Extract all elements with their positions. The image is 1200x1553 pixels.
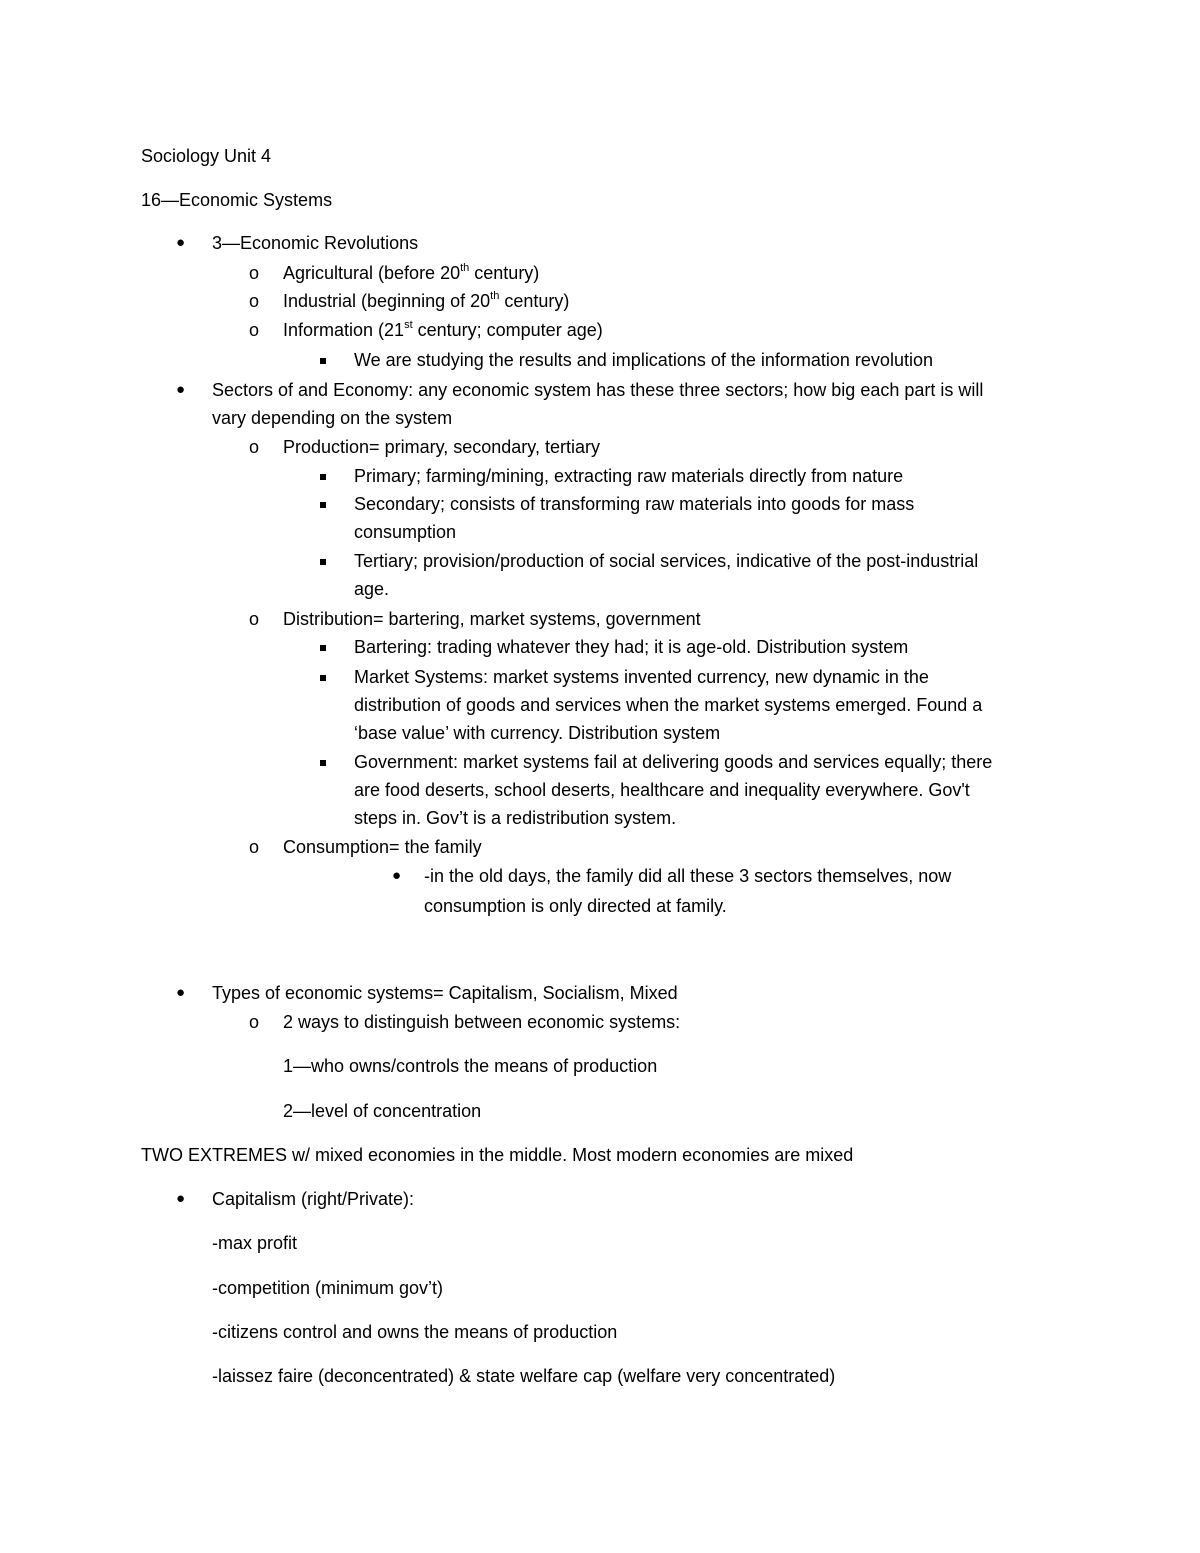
market-item-cont: ‘base value’ with currency. Distribution system bbox=[354, 723, 721, 743]
tertiary-item: Tertiary; provision/production of social services, indicative of the post-industrial bbox=[354, 551, 979, 571]
government-item: Government: market systems fail at delivering goods and services equally; there bbox=[354, 752, 993, 772]
agricultural-item: Agricultural (before 20th century) bbox=[283, 262, 540, 283]
circle-marker: o bbox=[249, 1012, 260, 1032]
capitalism-point: -competition (minimum gov’t) bbox=[212, 1278, 444, 1298]
circle-marker: o bbox=[249, 437, 260, 457]
circle-marker: o bbox=[249, 263, 260, 283]
square-marker bbox=[320, 666, 326, 681]
sectors-item: Sectors of and Economy: any economic system has these three sectors; how big each part is will bbox=[212, 380, 984, 400]
capitalism-item: Capitalism (right/Private): bbox=[212, 1189, 415, 1209]
bullet-marker: ● bbox=[176, 984, 186, 1001]
circle-marker: o bbox=[249, 609, 260, 629]
bartering-item: Bartering: trading whatever they had; it is age-old. Distribution system bbox=[354, 637, 909, 657]
square-marker bbox=[320, 465, 326, 480]
section-heading: 16—Economic Systems bbox=[141, 190, 333, 210]
capitalism-point: -laissez faire (deconcentrated) & state welfare cap (welfare very concentrated) bbox=[212, 1366, 836, 1386]
circle-marker: o bbox=[249, 291, 260, 311]
way-one: 1—who owns/controls the means of production bbox=[283, 1056, 658, 1076]
production-item: Production= primary, secondary, tertiary bbox=[283, 437, 600, 457]
capitalism-point: -max profit bbox=[212, 1233, 298, 1253]
bullet-marker: ● bbox=[392, 867, 402, 884]
square-marker bbox=[320, 493, 326, 508]
information-item: Information (21st century; computer age) bbox=[283, 319, 603, 340]
secondary-item-cont: consumption bbox=[354, 522, 457, 542]
square-marker bbox=[320, 636, 326, 651]
information-note: We are studying the results and implications of the information revolution bbox=[354, 350, 933, 370]
bullet-marker: ● bbox=[176, 381, 186, 398]
bullet-marker: ● bbox=[176, 234, 186, 251]
square-marker bbox=[320, 751, 326, 766]
family-item-cont: consumption is only directed at family. bbox=[424, 896, 727, 916]
square-marker bbox=[320, 349, 326, 364]
square-marker bbox=[320, 550, 326, 565]
industrial-item: Industrial (beginning of 20th century) bbox=[283, 290, 570, 311]
market-item-cont: distribution of goods and services when the market systems emerged. Found a bbox=[354, 695, 983, 715]
primary-item: Primary; farming/mining, extracting raw materials directly from nature bbox=[354, 466, 904, 486]
government-item-cont: are food deserts, school deserts, healthcare and inequality everywhere. Gov't bbox=[354, 780, 970, 800]
consumption-item: Consumption= the family bbox=[283, 837, 482, 857]
market-item: Market Systems: market systems invented currency, new dynamic in the bbox=[354, 667, 929, 687]
circle-marker: o bbox=[249, 320, 260, 340]
way-two: 2—level of concentration bbox=[283, 1101, 482, 1121]
document-title: Sociology Unit 4 bbox=[141, 146, 272, 166]
sectors-item-cont: vary depending on the system bbox=[212, 408, 453, 428]
types-item: Types of economic systems= Capitalism, Socialism, Mixed bbox=[212, 983, 678, 1003]
bullet-marker: ● bbox=[176, 1190, 186, 1207]
government-item-cont: steps in. Gov’t is a redistribution system. bbox=[354, 808, 677, 828]
family-item: -in the old days, the family did all these 3 sectors themselves, now bbox=[424, 866, 952, 886]
tertiary-item-cont: age. bbox=[354, 579, 390, 599]
distribution-item: Distribution= bartering, market systems, government bbox=[283, 609, 701, 629]
capitalism-point: -citizens control and owns the means of production bbox=[212, 1322, 618, 1342]
extremes-paragraph: TWO EXTREMES w/ mixed economies in the middle. Most modern economies are mixed bbox=[141, 1145, 854, 1165]
secondary-item: Secondary; consists of transforming raw materials into goods for mass bbox=[354, 494, 915, 514]
ways-item: 2 ways to distinguish between economic systems: bbox=[283, 1012, 681, 1032]
revolutions-item: 3—Economic Revolutions bbox=[212, 233, 419, 253]
circle-marker: o bbox=[249, 837, 260, 857]
